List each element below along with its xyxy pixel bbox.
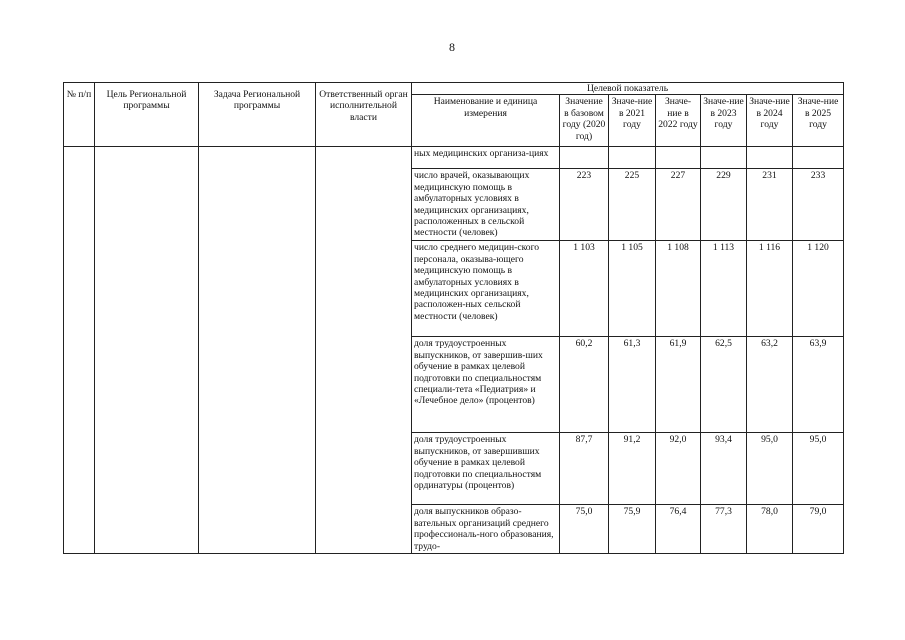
value-2021: 75,9 [609,505,656,554]
indicator-name: доля трудоустроенных выпускников, от завершив-ших обучение в рамках целевой подготовки по специальностям специали-тета «Педиатрия» и «Лечебное дело» (процентов) [412,337,560,433]
value-2024: 1 116 [747,241,793,337]
value-2021: 225 [609,169,656,241]
header-year-2024: Значе-ние в 2024 году [747,95,793,147]
header-year-2023: Значе-ние в 2023 году [701,95,747,147]
header-year-2021: Значе-ние в 2021 году [609,95,656,147]
value-2023: 1 113 [701,241,747,337]
value-2025 [793,147,844,169]
value-2025: 1 120 [793,241,844,337]
value-2023: 229 [701,169,747,241]
value-2024: 63,2 [747,337,793,433]
value-2022 [656,147,701,169]
indicator-name: ных медицинских организа-циях [412,147,560,169]
value-2025: 95,0 [793,433,844,505]
page-number: 8 [449,40,455,54]
header-task: Задача Региональной программы [199,83,316,147]
header-number: № п/п [64,83,95,147]
header-target-indicator-group: Целевой показатель [412,83,844,95]
value-2024 [747,147,793,169]
cell-number-empty [64,147,95,554]
value-base: 87,7 [560,433,609,505]
value-2021: 61,3 [609,337,656,433]
indicator-name: число среднего медицин-ского персонала, оказыва-ющего медицинскую помощь в амбулаторных условиях в медицинских организациях, расположен-ных сельской местности (человек) [412,241,560,337]
value-2021: 1 105 [609,241,656,337]
table-row [64,147,844,169]
value-2024: 95,0 [747,433,793,505]
value-2022: 61,9 [656,337,701,433]
value-2022: 76,4 [656,505,701,554]
value-2022: 92,0 [656,433,701,505]
value-2024: 231 [747,169,793,241]
value-2023 [701,147,747,169]
value-base: 60,2 [560,337,609,433]
value-2023: 62,5 [701,337,747,433]
header-indicator-name: Наименование и единица измерения [412,95,560,147]
indicator-name: число врачей, оказывающих медицинскую помощь в амбулаторных условиях в медицинских организациях, расположенных в сельской местности (человек) [412,169,560,241]
value-2021: 91,2 [609,433,656,505]
value-2023: 93,4 [701,433,747,505]
value-base: 223 [560,169,609,241]
header-responsible-org: Ответственный орган исполнительной власти [316,83,412,147]
indicator-name: доля выпускников образо-вательных организаций среднего профессиональ-ного образования, трудо- [412,505,560,554]
value-2025: 233 [793,169,844,241]
header-base-year: Значение в базовом году (2020 год) [560,95,609,147]
value-2025: 79,0 [793,505,844,554]
target-indicators-table [63,82,844,554]
value-base: 75,0 [560,505,609,554]
header-year-2022: Значе-ние в 2022 году [656,95,701,147]
value-base: 1 103 [560,241,609,337]
cell-org-empty [316,147,412,554]
value-2021 [609,147,656,169]
value-2024: 78,0 [747,505,793,554]
header-goal: Цель Региональной программы [95,83,199,147]
indicator-name: доля трудоустроенных выпускников, от завершивших обучение в рамках целевой подготовки по специальностям ординатуры (процентов) [412,433,560,505]
header-year-2025: Значе-ние в 2025 году [793,95,844,147]
value-2025: 63,9 [793,337,844,433]
value-2023: 77,3 [701,505,747,554]
cell-goal-empty [95,147,199,554]
cell-task-empty [199,147,316,554]
value-2022: 1 108 [656,241,701,337]
value-2022: 227 [656,169,701,241]
value-base [560,147,609,169]
